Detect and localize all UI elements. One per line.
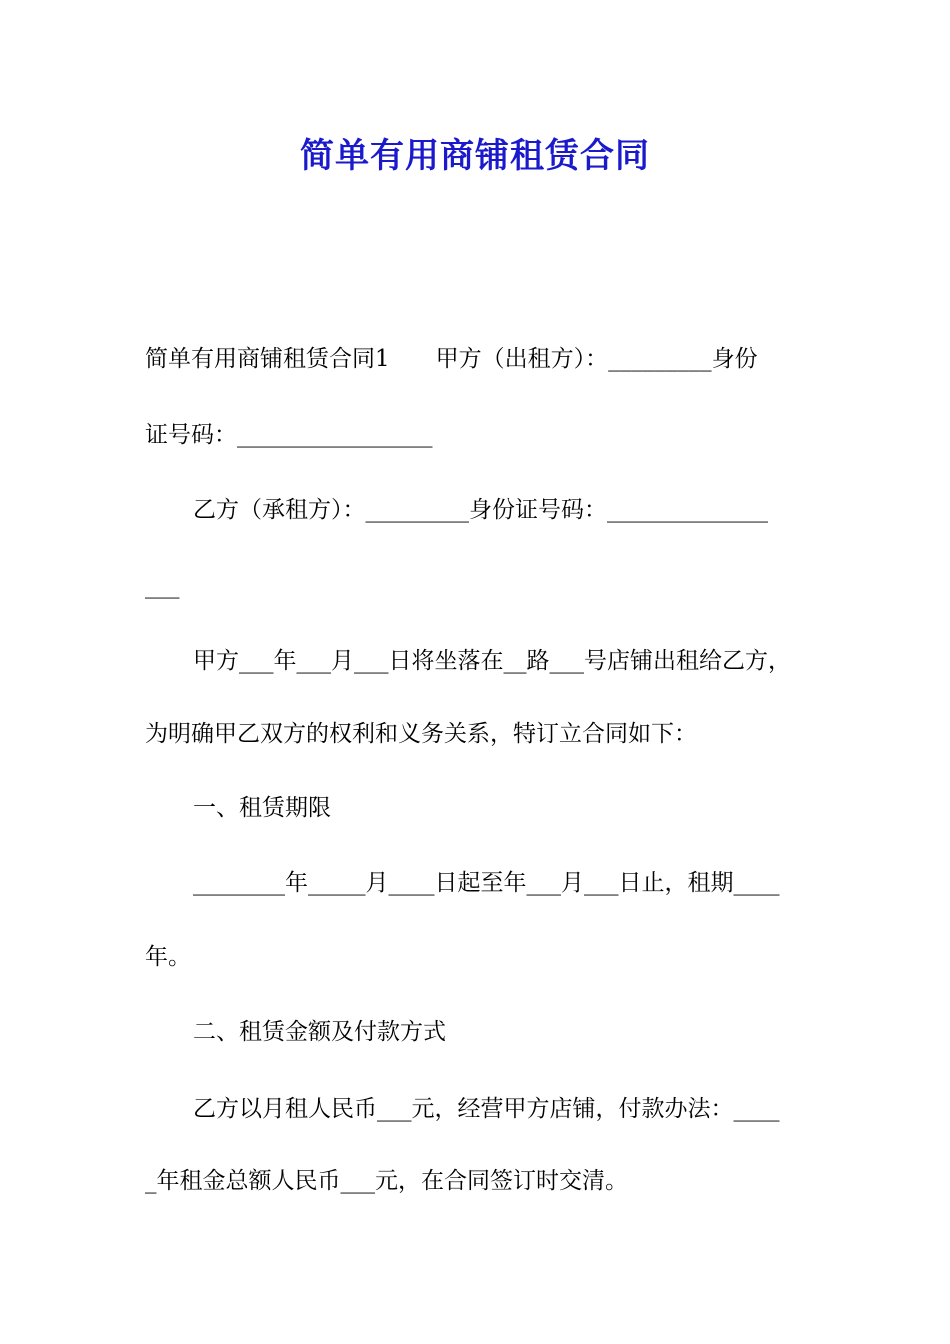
section-heading-lease-term: 一、租赁期限 [193, 795, 331, 821]
contract-line-12: _年租金总额人民币___元，在合同签订时交清。 [145, 1168, 628, 1194]
contract-line-8: ________年_____月____日起至年___月___日止，租期____ [193, 870, 780, 896]
contract-line-4: ___ [145, 573, 180, 599]
contract-line-1: 简单有用商铺租赁合同1 甲方（出租方）：_________身份 [145, 346, 758, 372]
contract-line-5: 甲方___年___月___日将坐落在__路___号店铺出租给乙方， [193, 648, 791, 674]
section-heading-rent-payment: 二、租赁金额及付款方式 [193, 1019, 446, 1045]
contract-line-2: 证号码：_________________ [145, 422, 433, 448]
contract-line-11: 乙方以月租人民币___元，经营甲方店铺，付款办法：____ [193, 1096, 780, 1122]
contract-line-3: 乙方（承租方）：_________身份证号码：______________ [193, 497, 768, 523]
contract-line-6: 为明确甲乙双方的权利和义务关系，特订立合同如下： [145, 721, 697, 747]
contract-line-9: 年。 [145, 944, 191, 970]
document-title: 简单有用商铺租赁合同 [300, 136, 650, 176]
